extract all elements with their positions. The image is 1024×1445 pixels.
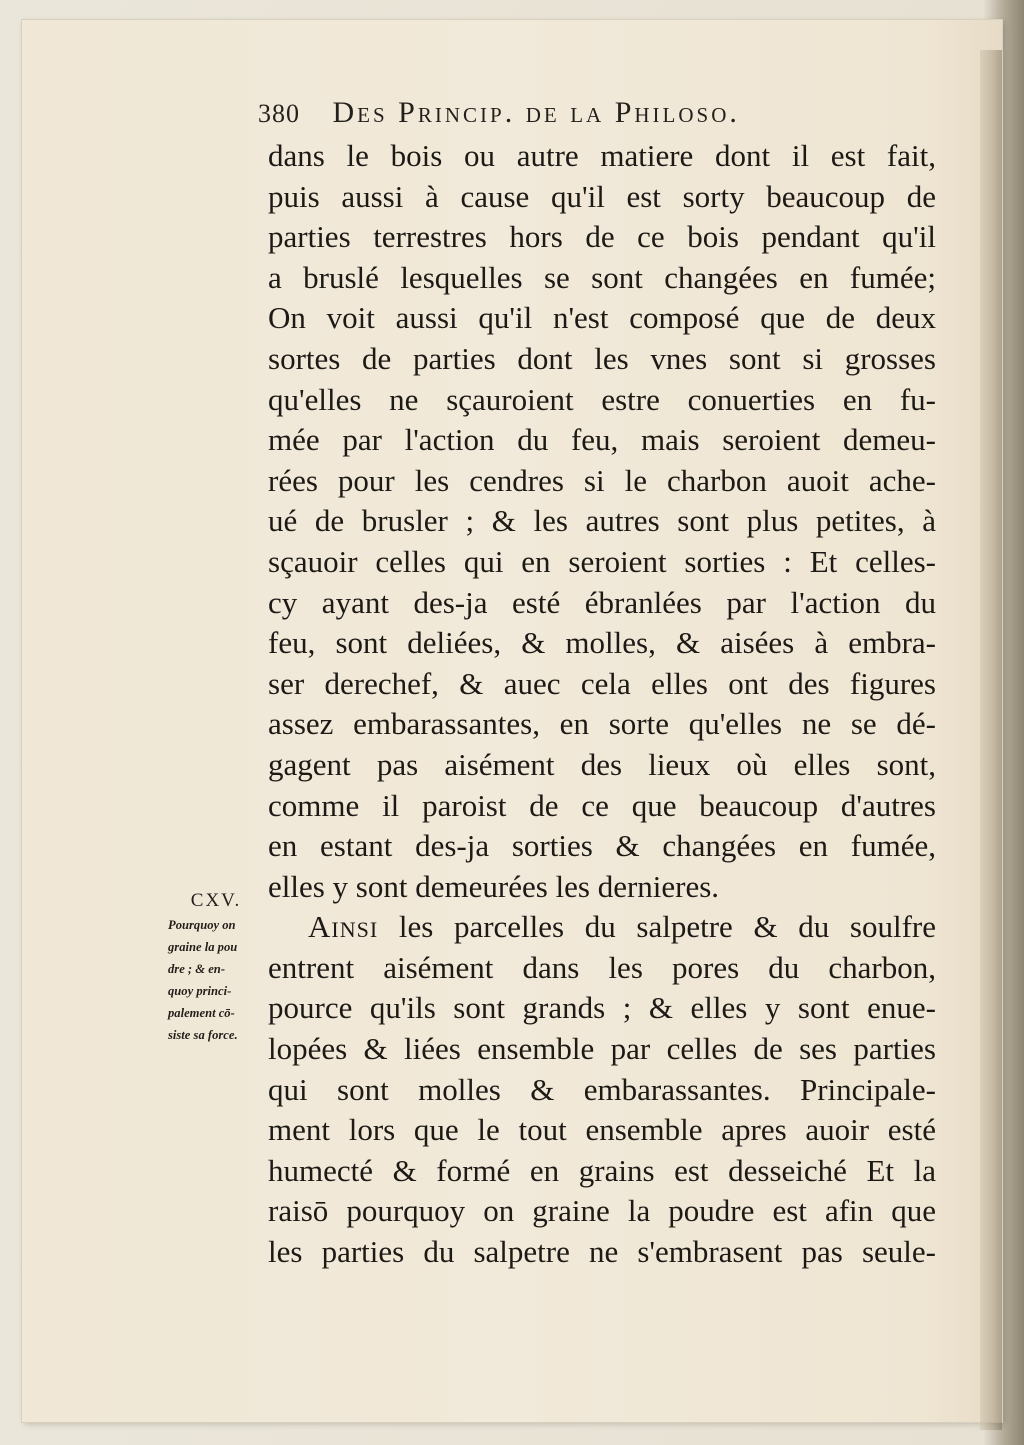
paragraph-first-line xyxy=(268,907,936,948)
text-line: On voit aussi qu'il n'est composé que de deux xyxy=(268,300,936,336)
text-line: dans le bois ou autre matiere dont il est fait, xyxy=(268,138,936,173)
marginal-note-line: siste sa force. xyxy=(168,1028,238,1042)
text-line: pource qu'ils sont grands ; & elles y sont enue- xyxy=(268,990,936,1026)
text-line: raisō pourquoy on graine la poudre est afin que xyxy=(268,1193,936,1229)
text-line: lopées & liées ensemble par celles de ses parties xyxy=(268,1031,936,1067)
marginal-note-number: CXV. xyxy=(190,890,242,911)
paragraph-initial-word: Ainsi xyxy=(308,909,379,945)
body-text xyxy=(268,136,936,1273)
marginal-note-line: quoy princi- xyxy=(168,984,232,998)
page-gutter-shadow xyxy=(980,50,1002,1430)
text-line: ment lors que le tout ensemble apres auoir esté xyxy=(268,1112,936,1148)
text-line: sçauoir celles qui en seroient sorties : Et celles- xyxy=(268,543,936,579)
text-line: feu, sont deliées, & molles, & aisées à embra- xyxy=(268,625,936,661)
text-line: puis aussi à cause qu'il est sorty beaucoup de xyxy=(268,178,936,214)
text-line: cy ayant des-ja esté ébranlées par l'action du xyxy=(268,584,936,620)
marginal-note-line: dre ; & en- xyxy=(168,962,226,976)
text-line: qu'elles ne sçauroient estre conuerties en fu- xyxy=(268,381,936,417)
text-line: gagent pas aisément des lieux où elles sont, xyxy=(268,746,936,782)
text-line: en estant des-ja sorties & changées en fumée, xyxy=(268,828,936,864)
text-line: mée par l'action du feu, mais seroient demeu- xyxy=(268,422,936,458)
running-title: Des Princip. de la Philoso. xyxy=(332,96,740,129)
marginal-note-line: graine la pou xyxy=(168,940,238,954)
text-line: qui sont molles & embarassantes. Principale- xyxy=(268,1071,936,1107)
text-line: parties terrestres hors de ce bois pendant qu'il xyxy=(268,219,936,255)
text-line: humecté & formé en grains est desseiché Et la xyxy=(268,1152,936,1188)
text-line: rées pour les cendres si le charbon auoit ache- xyxy=(268,462,936,498)
text-line: comme il paroist de ce que beaucoup d'autres xyxy=(268,787,936,823)
text-line: assez embarassantes, en sorte qu'elles ne se dé- xyxy=(268,706,936,742)
page-number: 380 xyxy=(258,99,300,128)
text-line: a bruslé lesquelles se sont changées en fumée; xyxy=(268,259,936,295)
text-line: entrent aisément dans les pores du charbon, xyxy=(268,949,936,985)
paragraph-first-line-text: les parcelles du salpetre & du soulfre xyxy=(398,909,937,945)
paragraph-end-line: elles y sont demeurées les dernieres. xyxy=(268,868,720,904)
text-line: ser derechef, & auec cela elles ont des figures xyxy=(268,665,936,701)
text-line: sortes de parties dont les vnes sont si grosses xyxy=(268,340,936,376)
text-line: les parties du salpetre ne s'embrasent pas seule- xyxy=(268,1234,936,1270)
text-line: ué de brusler ; & les autres sont plus petites, à xyxy=(268,503,936,539)
marginal-note-line: palement cō- xyxy=(168,1006,235,1020)
marginal-note xyxy=(168,890,264,1046)
running-head xyxy=(258,96,938,140)
marginal-note-line: Pourquoy on xyxy=(168,918,236,932)
